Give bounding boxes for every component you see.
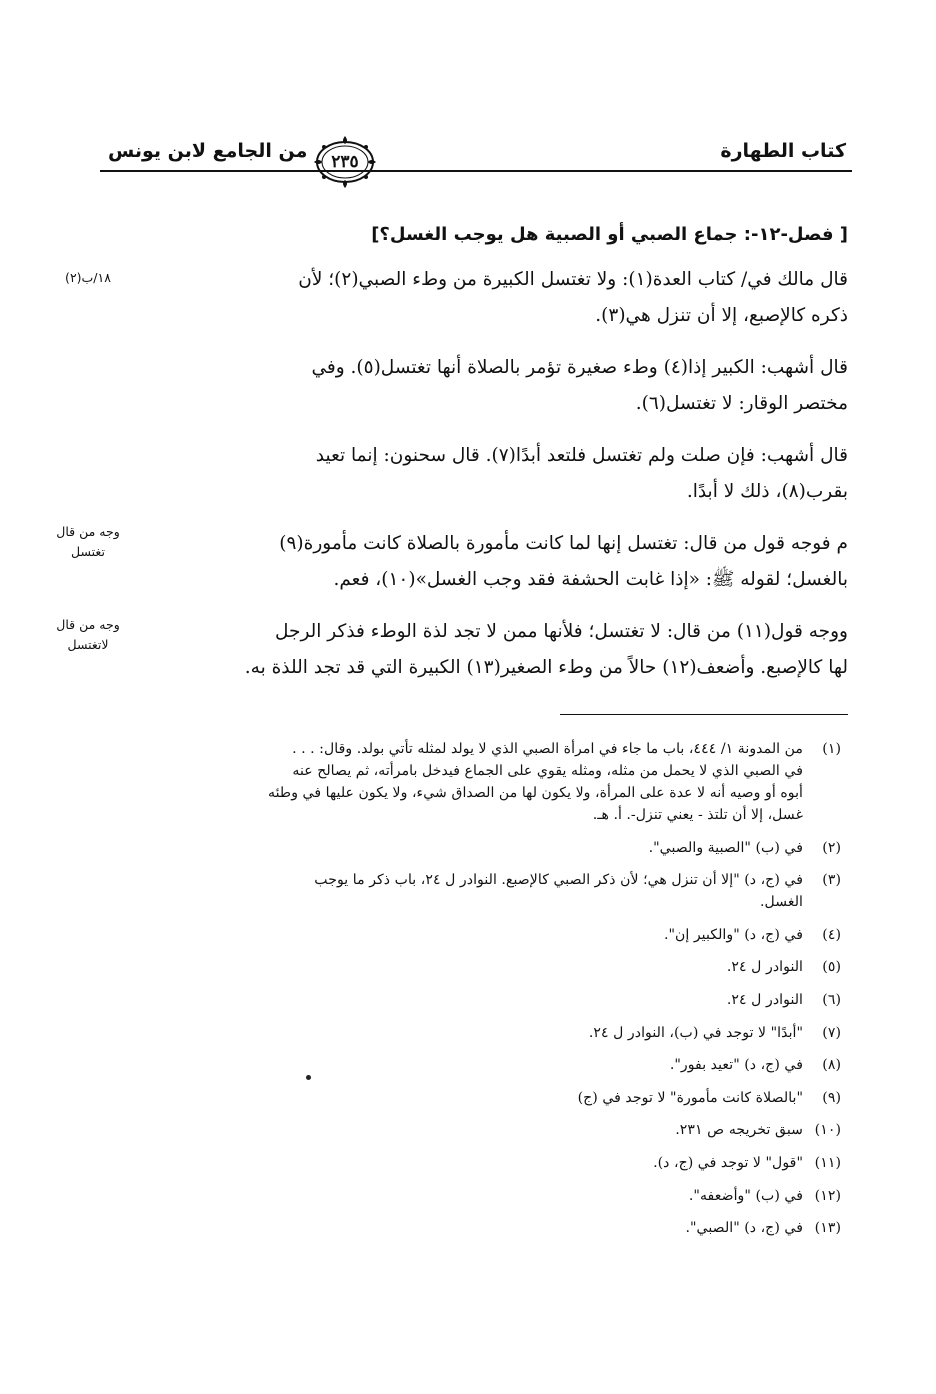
footnote <box>121 1119 841 1141</box>
footnote-number: (٣) <box>822 872 841 889</box>
footnote-text <box>121 1119 803 1141</box>
footnote-number: (٢) <box>822 839 841 856</box>
footnote-number: (٥) <box>822 959 841 976</box>
footnote <box>121 1152 841 1174</box>
footnotes <box>121 738 841 1250</box>
footnote-line: أبوه أو وصيه أنه لا عدة على المرأة، ولا يكون لها من الصداق شيء، ولا يكون عليها في وطئه <box>268 785 803 801</box>
footnote-number: (١) <box>822 741 841 757</box>
footnote-line: في (ج، د) "الصبي". <box>685 1220 803 1237</box>
paragraph-line: قال أشهب: الكبير إذا(٤) وطء صغيرة تؤمر بالصلاة أنها تغتسل(٥). وفي <box>311 357 848 378</box>
paragraph-line: قال أشهب: فإن صلت ولم تغتسل فلتعد أبدًا(٧). قال سحنون: إنما تعيد <box>315 445 848 466</box>
margin-note-2 <box>40 615 136 655</box>
paragraph-line: مختصر الوقار: لا تغتسل(٦). <box>635 393 848 414</box>
paragraph-line: ووجه قول(١١) من قال: لا تغتسل؛ فلأنها ممن لا تجد لذة الوطء فذكر الرجل <box>275 621 848 642</box>
header-right-title: كتاب الطهارة <box>720 140 846 162</box>
footnote-text <box>121 989 803 1011</box>
footnote <box>121 837 841 859</box>
paragraph <box>138 350 848 422</box>
footnote <box>121 924 841 946</box>
footnote-text <box>121 1087 803 1109</box>
footnote-line: "بالصلاة كانت مأمورة" لا توجد في (ج) <box>577 1089 803 1106</box>
margin-note-line: وجه من قال <box>56 524 120 539</box>
footnote-text <box>121 1152 803 1174</box>
running-header <box>100 132 852 202</box>
footnote-number: (٤) <box>822 926 841 943</box>
section-title: [ فصل-١٢-: جماع الصبي أو الصبية هل يوجب الغسل؟] <box>371 224 848 245</box>
footnote-number: (٩) <box>822 1089 841 1106</box>
footnote <box>121 1217 841 1239</box>
footnote-number: (٦) <box>822 991 841 1008</box>
footnote-line: الغسل. <box>759 894 803 911</box>
footnote-text <box>121 837 803 859</box>
footnote-line: في (ج، د) "والكبير إن". <box>663 926 803 943</box>
paragraph <box>138 438 848 510</box>
footnote-text <box>121 738 803 826</box>
footnote-text <box>121 1185 803 1207</box>
footnote-line: "قول" لا توجد في (ج، د). <box>653 1154 803 1171</box>
paragraph-line: لها كالإصبع. وأضعف(١٢) حالاً من وطء الصغير(١٣) الكبيرة التي قد تجد اللذة به. <box>244 657 848 678</box>
footnote-line: غسل، إلا أن تلتذ - يعني تنزل-. أ. هـ. <box>592 807 803 823</box>
margin-note-1 <box>40 522 136 562</box>
footnote-number: (١٢) <box>814 1187 841 1204</box>
footnote <box>121 989 841 1011</box>
paragraph <box>138 614 848 686</box>
header-left-title: من الجامع لابن يونس <box>108 140 308 162</box>
footnote-text <box>121 924 803 946</box>
footnote-line: سبق تخريجه ص ٢٣١. <box>675 1122 803 1139</box>
footnote <box>121 738 841 826</box>
paragraph-line: بالغسل؛ لقوله ﷺ: «إذا غابت الحشفة فقد وجب الغسل»(١٠)، فعم. <box>333 569 848 590</box>
paragraph-line: بقرب(٨)، ذلك لا أبدًا. <box>686 481 848 502</box>
footnote <box>121 869 841 913</box>
paragraph-line: قال مالك في/ كتاب العدة(١): ولا تغتسل الكبيرة من وطء الصبي(٢)؛ لأن <box>298 269 848 290</box>
footnote-line: في (ج، د) "تعيد بفور". <box>669 1057 803 1074</box>
footnote-text <box>121 1054 803 1076</box>
header-rule <box>100 170 852 172</box>
footnote-text <box>121 1022 803 1044</box>
margin-note-line: تغتسل <box>71 544 105 559</box>
folio-label: ١٨/ب(٢) <box>65 270 111 285</box>
footnote-separator <box>560 714 848 715</box>
footnote-line: في (ج، د) "إلا أن تنزل هي؛ لأن ذكر الصبي كالإصبع. النوادر ل ٢٤، باب ذكر ما يوجب <box>314 872 803 889</box>
stray-dot <box>306 1075 311 1080</box>
footnote <box>121 1185 841 1207</box>
page-number: ٢٣٥ <box>331 152 359 172</box>
page-number-ornament <box>310 132 380 192</box>
footnote-line: في (ب) "وأضعفه". <box>688 1187 803 1204</box>
paragraph-line: ذكره كالإصبع، إلا أن تنزل هي(٣). <box>595 305 848 326</box>
margin-note-line: لاتغتسل <box>67 637 109 652</box>
footnote-text <box>121 1217 803 1239</box>
margin-note-line: وجه من قال <box>56 617 120 632</box>
paragraph <box>138 526 848 598</box>
footnote <box>121 1022 841 1044</box>
footnote-text <box>121 956 803 978</box>
footnote-text <box>121 869 803 913</box>
footnote-line: النوادر ل ٢٤. <box>726 991 803 1008</box>
footnote-number: (٧) <box>822 1024 841 1041</box>
footnote <box>121 956 841 978</box>
footnote-line: "أبدًا" لا توجد في (ب)، النوادر ل ٢٤. <box>588 1024 803 1041</box>
footnote-number: (١٠) <box>814 1122 841 1139</box>
footnote <box>121 1054 841 1076</box>
footnote <box>121 1087 841 1109</box>
footnote-line: في (ب) "الصبية والصبي". <box>648 839 803 856</box>
margin-folio <box>40 268 136 288</box>
paragraph-line: م فوجه قول من قال: تغتسل إنها لما كانت مأمورة بالصلاة كانت مأمورة(٩) <box>279 533 848 554</box>
footnote-line: في الصبي الذي لا يحمل من مثله، ومثله يقوي على الجماع فيدخل بامرأته، ثم يصالح عنه <box>292 763 803 779</box>
paragraph <box>138 262 848 334</box>
footnote-number: (١٣) <box>814 1220 841 1237</box>
footnote-line: النوادر ل ٢٤. <box>726 959 803 976</box>
footnote-number: (٨) <box>822 1057 841 1074</box>
footnote-line: من المدونة ١/ ٤٤٤، باب ما جاء في امرأة الصبي الذي لا يولد لمثله تأتي بولد. وقال: . . . <box>292 741 803 757</box>
footnote-number: (١١) <box>814 1154 841 1171</box>
